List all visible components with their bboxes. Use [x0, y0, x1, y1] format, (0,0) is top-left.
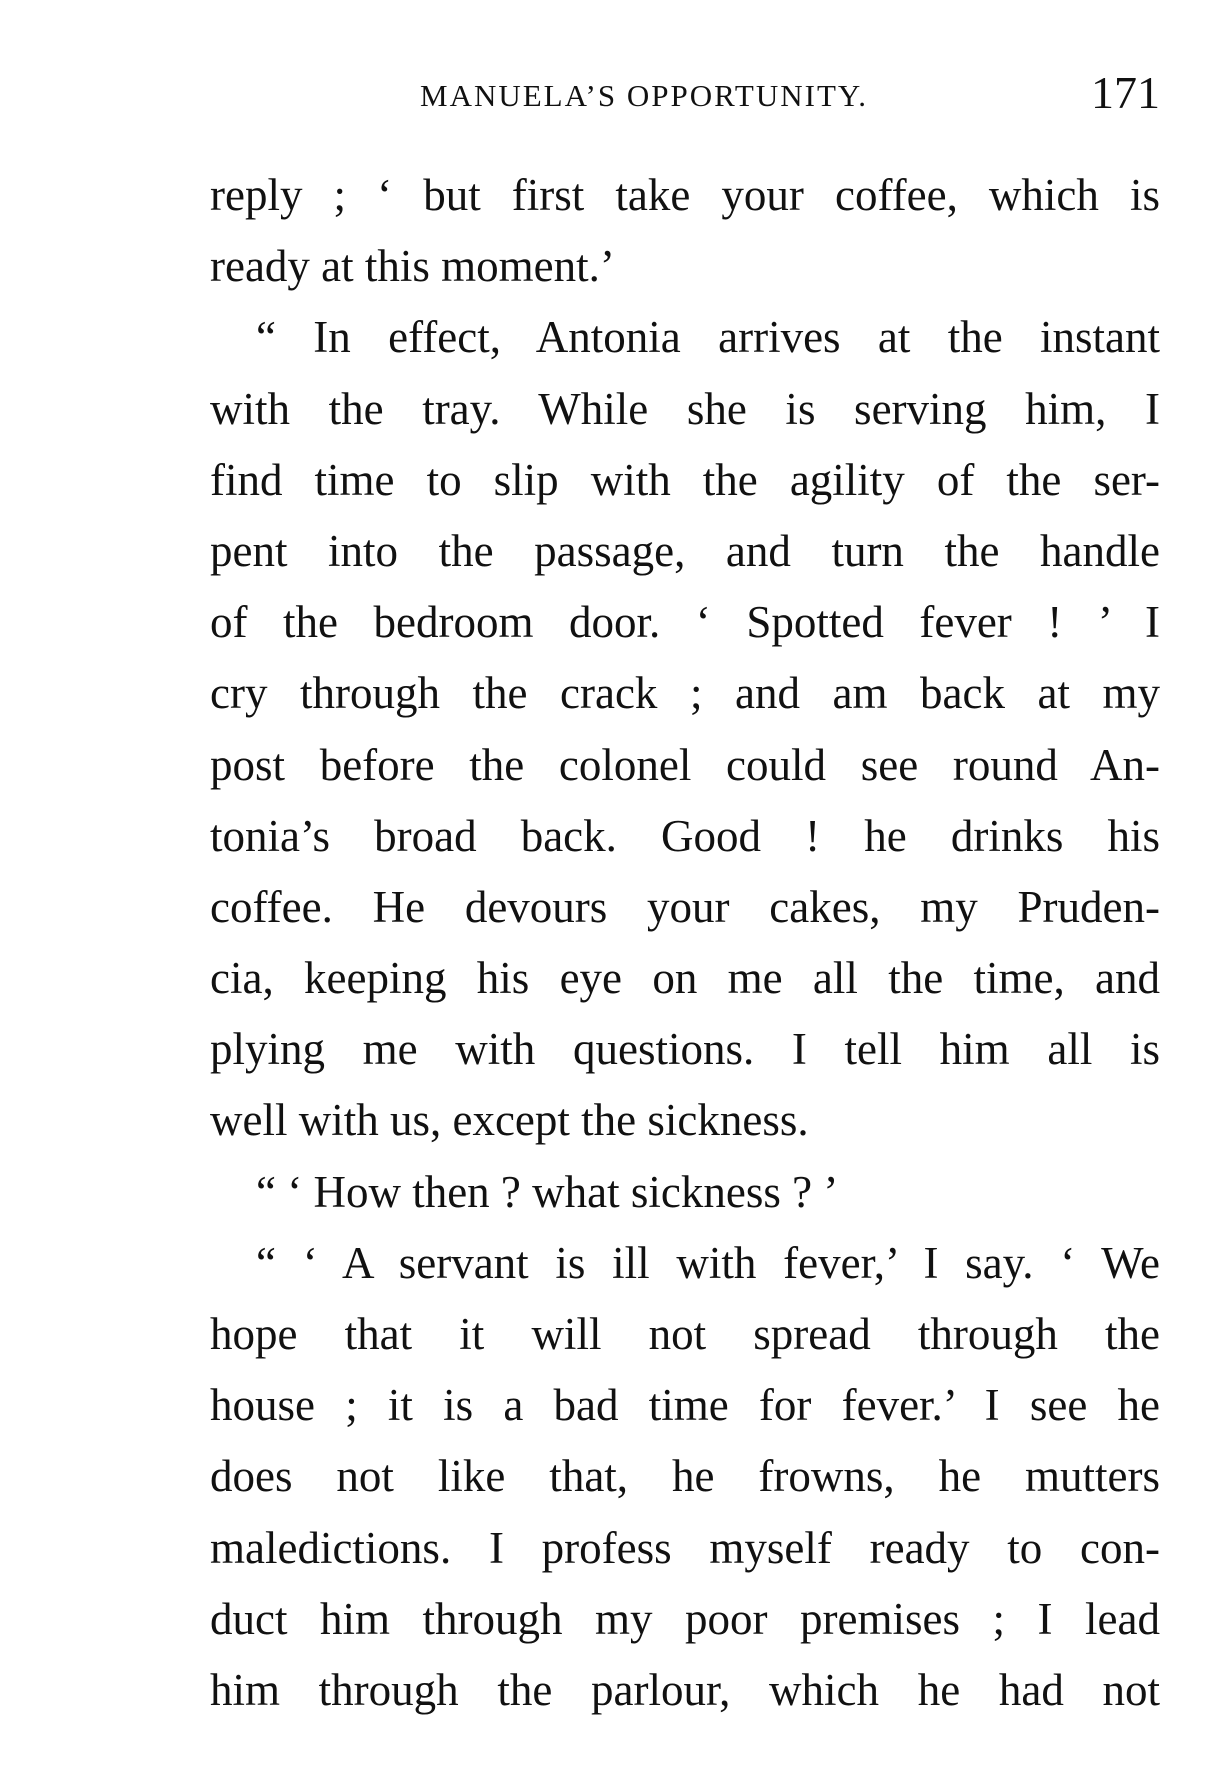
text-line: “ In effect, Antonia arrives at the instant [256, 312, 1160, 363]
text-line: tonia’s broad back. Good ! he drinks his [210, 810, 1160, 861]
page-number: 171 [1091, 67, 1160, 118]
text-line: reply ; ‘ but first take your coffee, which is [210, 170, 1160, 220]
running-head [210, 66, 1160, 126]
text-line: maledictions. I profess myself ready to con- [210, 1522, 1160, 1573]
text-line: post before the colonel could see round An- [210, 739, 1160, 790]
body-text [210, 160, 1160, 1726]
text-line: of the bedroom door. ‘ Spotted fever ! ’ I [210, 597, 1160, 648]
text-line: cry through the crack ; and am back at my [210, 668, 1160, 719]
text-line: find time to slip with the agility of the ser- [210, 454, 1160, 505]
text-line: with the tray. While she is serving him, I [210, 383, 1160, 434]
text-line: plying me with questions. I tell him all is [210, 1024, 1160, 1075]
text-line: pent into the passage, and turn the handle [210, 525, 1160, 576]
text-line: ready at this moment.’ [210, 241, 615, 292]
text-line: well with us, except the sickness. [210, 1095, 809, 1146]
text-line: “ ‘ A servant is ill with fever,’ I say. ‘ We [256, 1237, 1160, 1288]
chapter-title: MANUELA’S OPPORTUNITY. [420, 78, 869, 113]
text-line: does not like that, he frowns, he mutters [210, 1451, 1160, 1502]
text-line: “ ‘ How then ? what sickness ? ’ [256, 1166, 839, 1217]
text-line: duct him through my poor premises ; I lead [210, 1593, 1160, 1644]
text-line: hope that it will not spread through the [210, 1309, 1160, 1359]
text-line: house ; it is a bad time for fever.’ I see he [210, 1380, 1160, 1431]
text-line: cia, keeping his eye on me all the time, and [210, 953, 1160, 1004]
text-line: coffee. He devours your cakes, my Pruden- [210, 881, 1160, 932]
text-line: him through the parlour, which he had not [210, 1664, 1160, 1715]
